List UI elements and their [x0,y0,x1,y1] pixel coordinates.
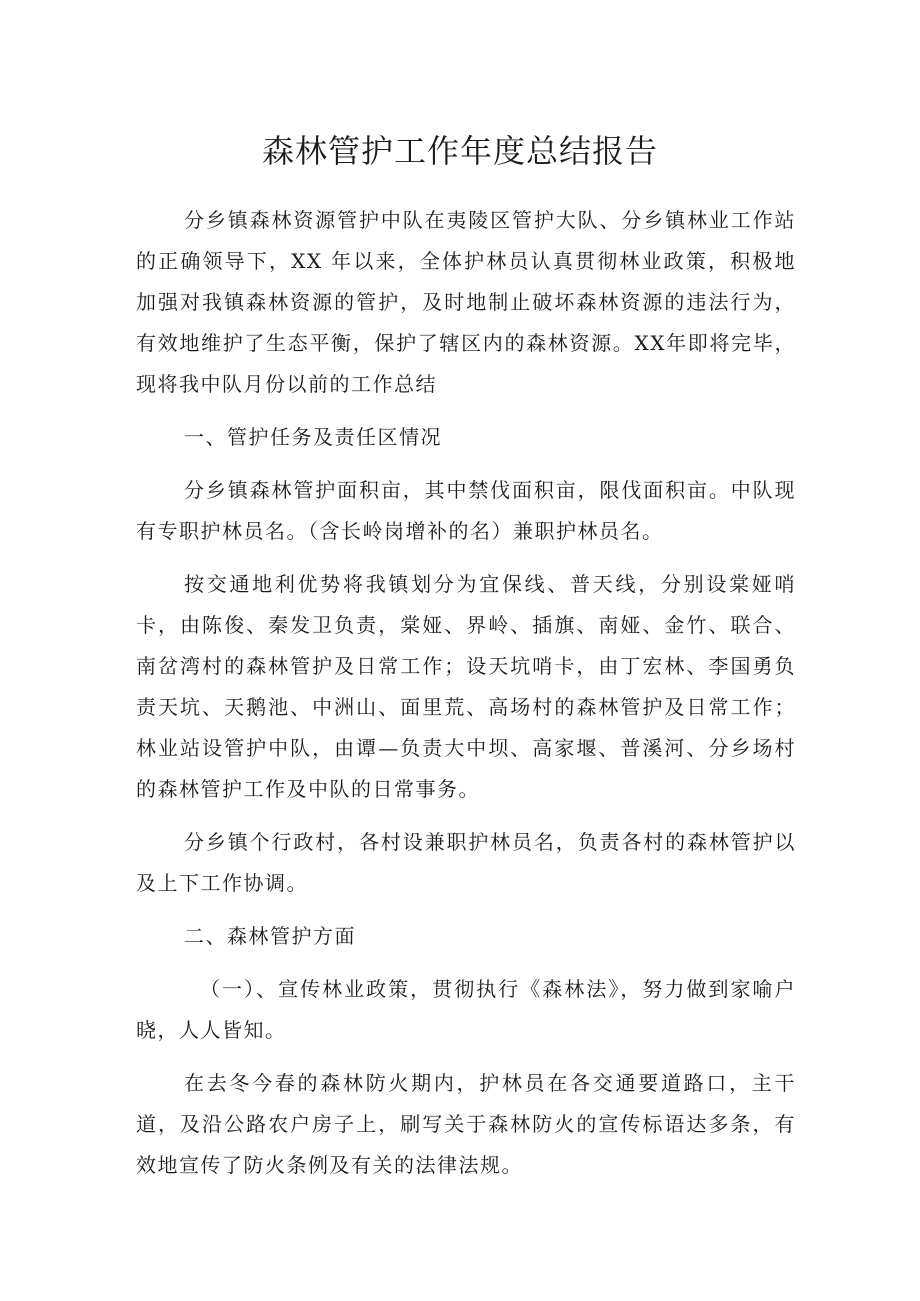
paragraph-publicity: 在去冬今春的森林防火期内，护林员在各交通要道路口，主干道，及沿公路农户房子上，刷写关于森林防火的宣传标语达多条，有效地宣传了防火条例及有关的法律法规。 [136,1071,796,1177]
section-heading-2: 二、森林管护方面 [184,924,356,948]
subsection-heading-1: （一）、宣传林业政策，贯彻执行《森林法》，努力做到家喻户晓，人人皆知。 [136,977,796,1042]
paragraph-area: 分乡镇森林管护面积亩，其中禁伐面积亩，限伐面积亩。中队现有专职护林员名。（含长岭岗增补的名）兼职护林员名。 [136,478,796,543]
document-body [136,200,796,1186]
paragraph-villages: 分乡镇个行政村，各村设兼职护林员名，负责各村的森林管护以及上下工作协调。 [136,830,796,895]
document-title: 森林管护工作年度总结报告 [261,132,658,170]
section-heading-1: 一、管护任务及责任区情况 [184,425,442,449]
paragraph-division: 按交通地利优势将我镇划分为宜保线、普天线，分别设棠娅哨卡，由陈俊、秦发卫负责，棠娅、界岭、插旗、南娅、金竹、联合、南岔湾村的森林管护及日常工作；设天坑哨卡，由丁宏林、李国勇负责天坑、天鹅池、中洲山、面里荒、高场村的森林管护及日常工作；林业站设管护中队，由谭—负责大中坝、高家堰、普溪河、分乡场村的森林管护工作及中队的日常事务。 [136,572,796,801]
paragraph-intro: 分乡镇森林资源管护中队在夷陵区管护大队、分乡镇林业工作站的正确领导下，XX 年以来，全体护林员认真贯彻林业政策，积极地加强对我镇森林资源的管护，及时地制止破坏森林资源的违法行为，有效地维护了生态平衡，保护了辖区内的森林资源。XX年即将完毕，现将我中队月份以前的工作总结 [136,208,796,396]
